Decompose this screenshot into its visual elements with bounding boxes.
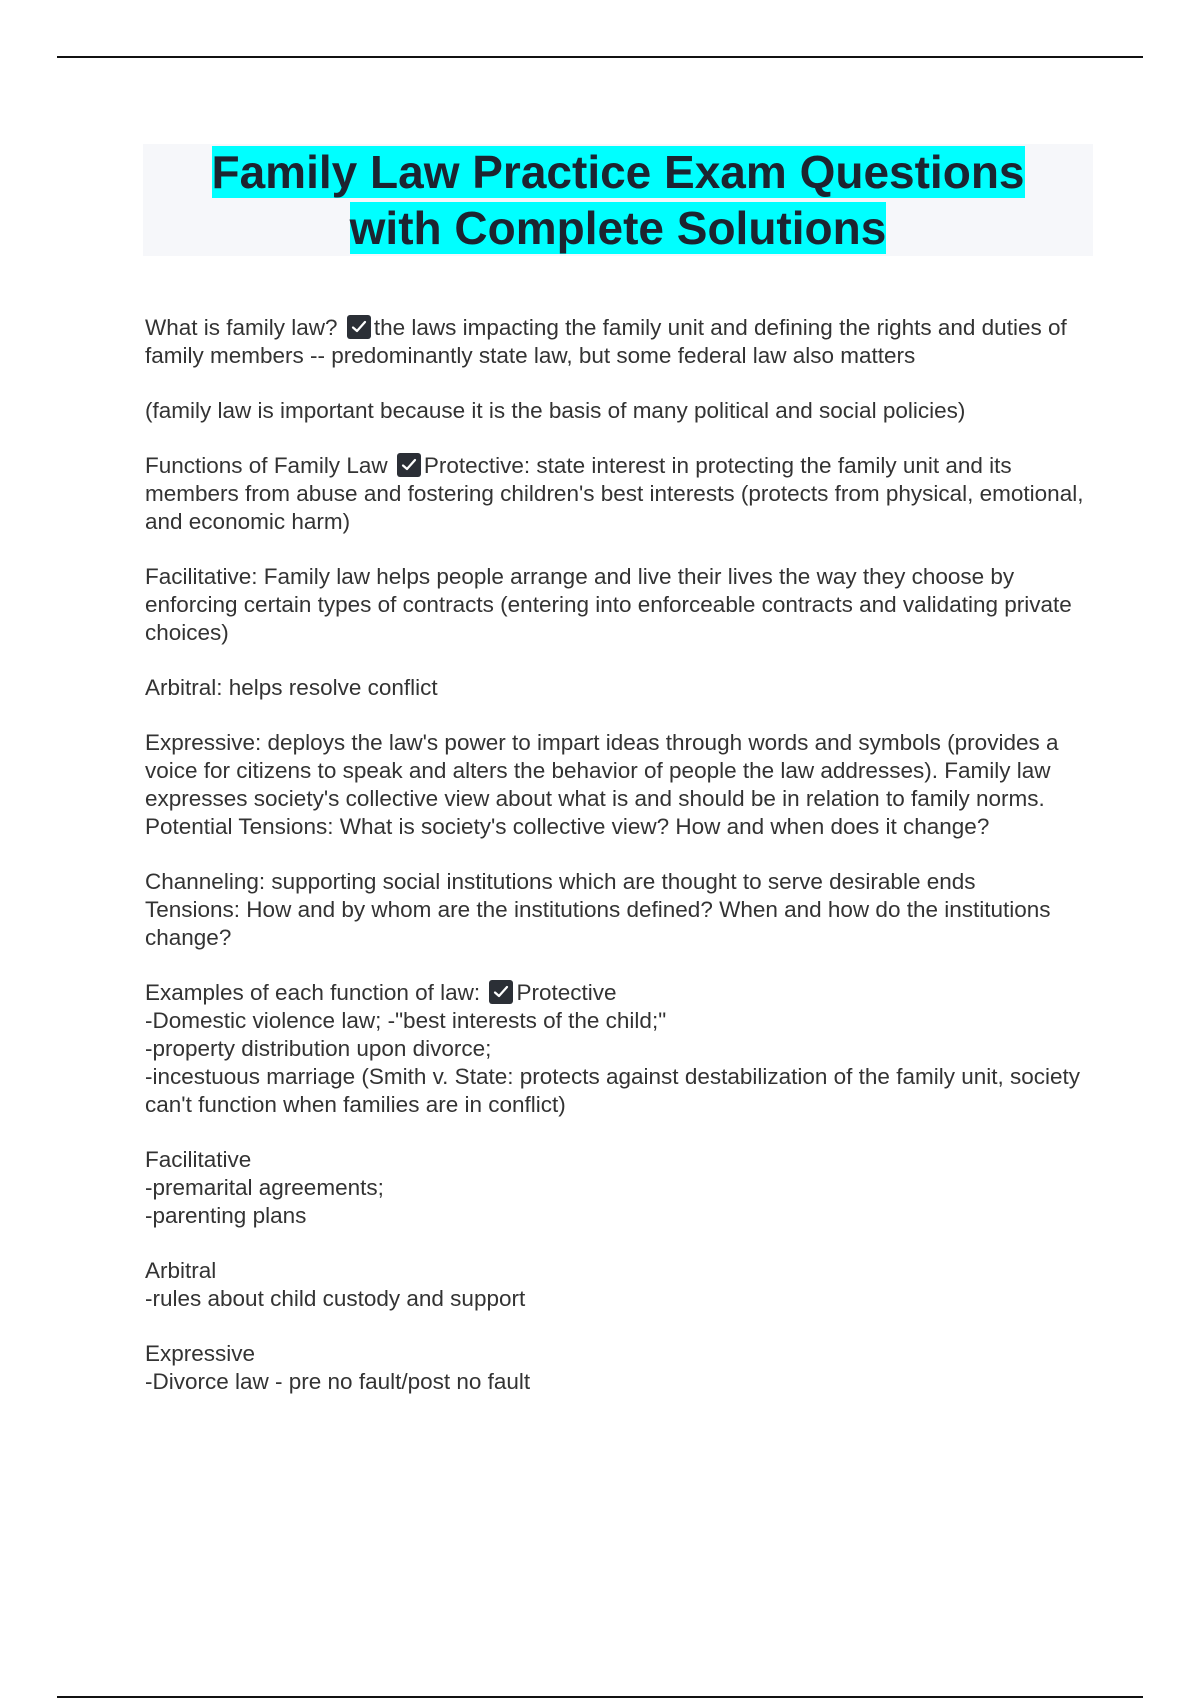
qa-item-1 <box>145 314 1090 370</box>
list-item: -Divorce law - pre no fault/post no fault <box>145 1369 531 1394</box>
title-line-2: with Complete Solutions <box>349 202 887 254</box>
qa-item-3 <box>145 979 1090 1007</box>
bottom-rule <box>57 1696 1143 1698</box>
arbitral-heading: Arbitral <box>145 1258 217 1283</box>
expressive-paragraph: Expressive: deploys the law's power to impart ideas through words and symbols (provides a voice for citizens to speak and alters the behavior of people the law addresses). Family law expresses society's collective view about what is and should be in relation to family norms. <box>145 730 1059 811</box>
expressive-tensions: Potential Tensions: What is society's collective view? How and when does it change? <box>145 814 990 839</box>
check-box-icon <box>347 315 371 339</box>
expressive-heading: Expressive <box>145 1341 256 1366</box>
document-body <box>145 314 1090 1396</box>
check-box-icon <box>397 453 421 477</box>
question-text: Functions of Family Law <box>145 453 388 478</box>
facilitative-paragraph: Facilitative: Family law helps people arrange and live their lives the way they choose by enforcing certain types of contracts (entering into enforceable contracts and validating private choices) <box>145 564 1072 645</box>
list-item: -premarital agreements; <box>145 1175 384 1200</box>
top-rule <box>57 56 1143 58</box>
answer-text: the laws impacting the family unit and defining the rights and duties of family members -- predominantly state law, but some federal law also matters <box>145 315 1067 368</box>
list-item: -property distribution upon divorce; <box>145 1036 492 1061</box>
title-line-1: Family Law Practice Exam Questions <box>211 146 1025 198</box>
document-title <box>143 144 1093 256</box>
qa-item-2 <box>145 452 1090 536</box>
title-box <box>143 144 1093 256</box>
list-item: -parenting plans <box>145 1203 307 1228</box>
facilitative-heading: Facilitative <box>145 1147 252 1172</box>
channeling-paragraph: Channeling: supporting social institutions which are thought to serve desirable ends <box>145 869 976 894</box>
answer-text: Protective <box>516 980 617 1005</box>
arbitral-paragraph: Arbitral: helps resolve conflict <box>145 675 438 700</box>
answer-text: Protective: state interest in protecting the family unit and its members from abuse and fostering children's best interests (protects from physical, emotional, and economic harm) <box>145 453 1084 534</box>
list-item: -incestuous marriage (Smith v. State: protects against destabilization of the family unit, society can't function when families are in conflict) <box>145 1064 1081 1117</box>
question-text: What is family law? <box>145 315 338 340</box>
channeling-tensions: Tensions: How and by whom are the institutions defined? When and how do the institutions change? <box>145 897 1051 950</box>
list-item: -rules about child custody and support <box>145 1286 526 1311</box>
answer-extra: (family law is important because it is the basis of many political and social policies) <box>145 398 966 423</box>
list-item: -Domestic violence law; -"best interests of the child;" <box>145 1008 667 1033</box>
check-box-icon <box>489 980 513 1004</box>
question-text: Examples of each function of law: <box>145 980 481 1005</box>
